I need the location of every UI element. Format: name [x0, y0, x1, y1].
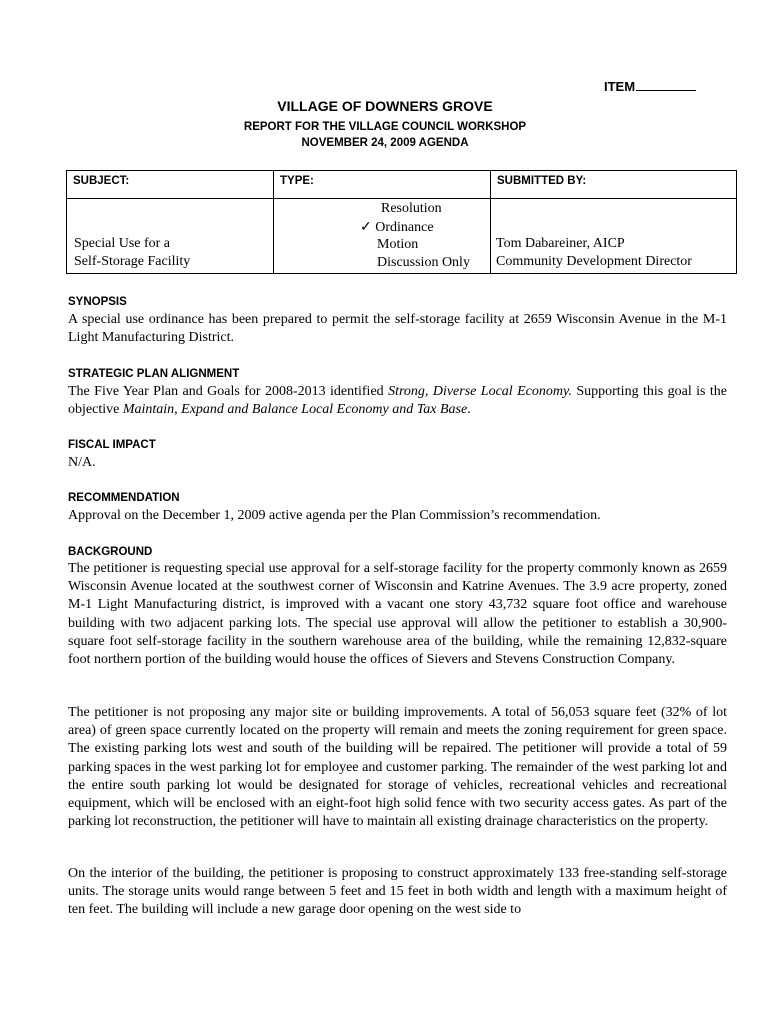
fiscal-text: N/A.	[68, 455, 96, 470]
synopsis-text: A special use ordinance has been prepared to permit the self-storage facility at 2659 Wisconsin Avenue in the M-1 Light Manufacturing District.	[68, 312, 727, 345]
type-ordinance	[360, 219, 434, 236]
subject-line-2: Self-Storage Facility	[74, 254, 191, 269]
submitter-name: Tom Dabareiner, AICP	[496, 236, 625, 251]
recommendation-title: RECOMMENDATION	[68, 492, 180, 504]
submitted-value-cell	[491, 199, 737, 274]
type-motion: Motion	[377, 237, 419, 252]
item-label: ITEM	[604, 79, 636, 94]
item-number	[604, 78, 696, 94]
recommendation-section	[68, 489, 727, 525]
submitter-title: Community Development Director	[496, 254, 692, 269]
type-discussion-only: Discussion Only	[377, 255, 470, 270]
submitted-label: SUBMITTED BY:	[497, 175, 587, 187]
type-value-cell	[274, 199, 491, 274]
type-label: TYPE:	[280, 175, 314, 187]
background-section	[68, 543, 727, 561]
subject-label: SUBJECT:	[73, 175, 130, 187]
strategic-italic-a: Strong, Diverse Local Economy.	[388, 384, 572, 399]
synopsis-title: SYNOPSIS	[68, 296, 127, 308]
agenda-date: NOVEMBER 24, 2009 AGENDA	[301, 137, 469, 149]
strategic-text-a: The Five Year Plan and Goals for 2008-2013 identified	[68, 384, 389, 399]
fiscal-section	[68, 436, 727, 472]
type-header-cell	[274, 171, 491, 199]
strategic-title: STRATEGIC PLAN ALIGNMENT	[68, 368, 240, 380]
report-title: REPORT FOR THE VILLAGE COUNCIL WORKSHOP	[243, 121, 527, 133]
strategic-text-c: .	[467, 402, 471, 417]
org-title: VILLAGE OF DOWNERS GROVE	[277, 98, 493, 114]
type-ordinance-label: Ordinance	[375, 220, 434, 235]
submitted-header-cell	[491, 171, 737, 199]
synopsis-section	[68, 293, 727, 347]
strategic-italic-b: Maintain, Expand and Balance Local Economy and Tax Base	[122, 402, 468, 417]
background-title: BACKGROUND	[68, 546, 153, 558]
subject-line-1: Special Use for a	[74, 236, 171, 251]
check-icon: ✓	[360, 220, 372, 235]
background-paragraph-2: The petitioner is not proposing any major site or building improvements. A total of 56,053 square feet (32% of lot area) of green space currently located on the property will remain and meets the zoning requirement for green space. The existing parking lots west and south of the building will be repaired. The petitioner will provide a total of 59 parking spaces in the west parking lot for employee and customer parking. The remainder of the west parking lot and the entire south parking lot would be designated for storage of vehicles, recreational vehicles and recreational equipment, which will be enclosed with an eight-foot high solid fence with two security access gates. As part of the parking lot reconstruction, the petitioner will have to maintain all existing drainage characteristics on the property.	[68, 705, 727, 830]
background-paragraph-3: On the interior of the building, the petitioner is proposing to construct approximately 133 free-standing self-storage units. The storage units would range between 5 feet and 15 feet in both width and length with a maximum height of ten feet. The building will include a new garage door opening on the west side to	[68, 866, 727, 918]
subject-value-cell	[67, 199, 274, 274]
strategic-text-b: Supporting this goal is the objective	[68, 384, 728, 417]
background-paragraph-1: The petitioner is requesting special use approval for a self-storage facility for the property commonly known as 2659 Wisconsin Avenue located at the southwest corner of Wisconsin and Katrine Avenues. The 3.9 acre property, zoned M-1 Light Manufacturing district, is improved with a vacant one story 43,732 square foot office and warehouse building with two adjacent parking lots. The special use approval will allow the petitioner to establish a 30,900-square foot self-storage facility in the southern warehouse area of the building, while the remaining 12,832-square foot northern portion of the building would house the offices of Sievers and Stevens Construction Company.	[68, 561, 727, 668]
fiscal-title: FISCAL IMPACT	[68, 439, 156, 451]
info-table	[66, 170, 737, 274]
strategic-section	[68, 365, 727, 419]
recommendation-text: Approval on the December 1, 2009 active agenda per the Plan Commission’s recommendation.	[68, 508, 601, 523]
subject-header-cell	[67, 171, 274, 199]
type-resolution: Resolution	[381, 201, 442, 216]
strategic-text	[68, 383, 727, 419]
item-blank-line	[636, 78, 696, 91]
